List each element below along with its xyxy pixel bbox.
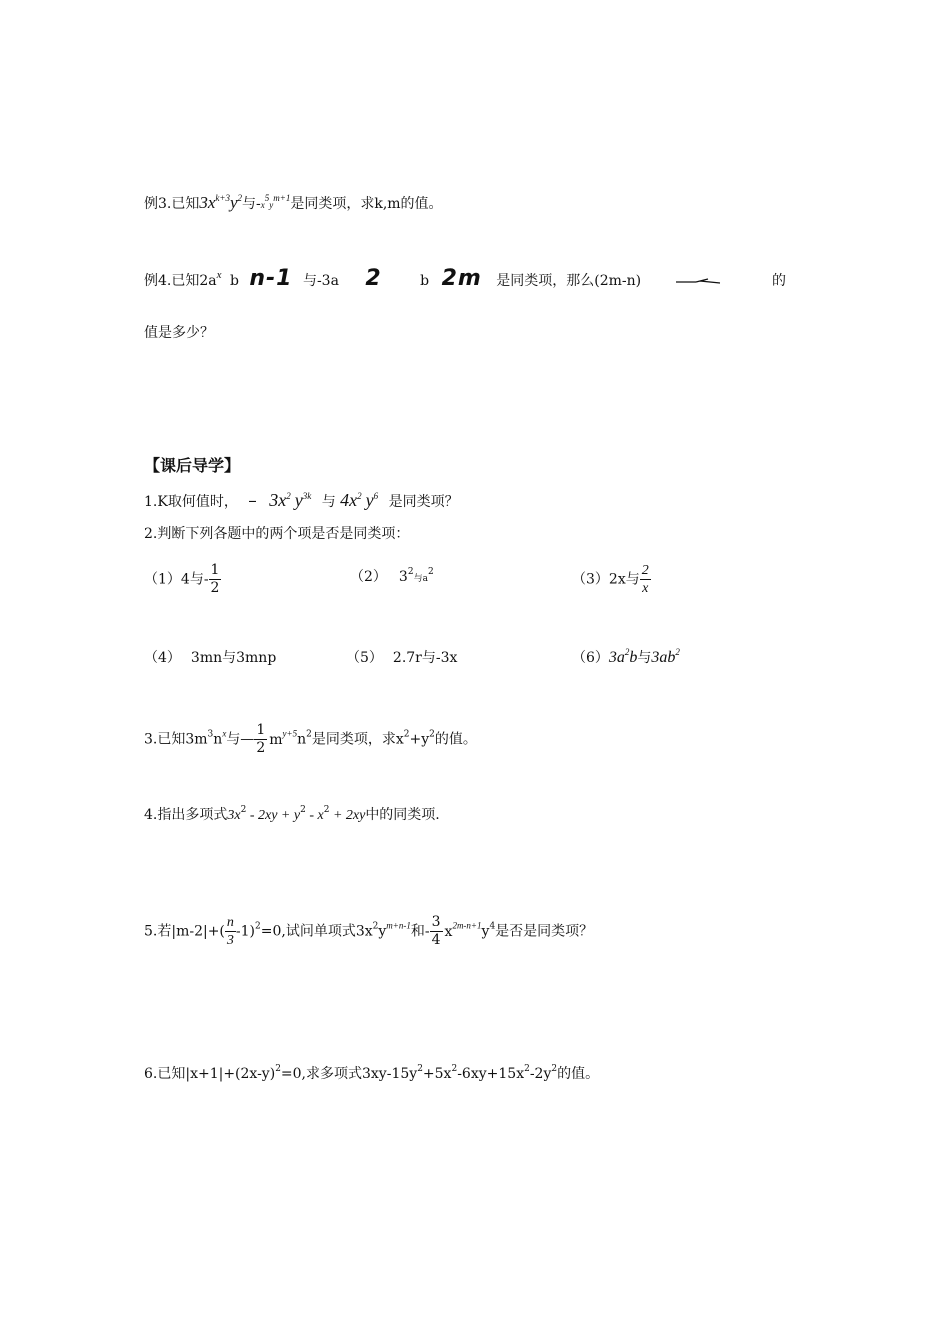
fraction: $\frac{1}{2}$	[210, 562, 220, 596]
ex4-exponent-2: 2	[365, 266, 382, 291]
q2-item-6: $(6)3a^2b$与$3ab^2$	[572, 647, 680, 666]
ex3-term1: 3x	[199, 193, 216, 212]
question-4: 4.指出多项式$3x^2 - 2xy + y^2 - x^2 + 2xy$中的同类项.	[144, 805, 440, 823]
q2-item-2: （2） $3^2$与$a^2$	[350, 567, 434, 585]
question-2-title: 2.判断下列各题中的两个项是否是同类项：	[144, 526, 410, 542]
ex4-exponent-glyph	[674, 276, 722, 286]
q2-item-1: （1）4与- $\frac{1}{2}$	[144, 562, 220, 596]
example-4-line2: 值是多少？	[144, 325, 214, 341]
section-title: 【课后导学】	[144, 456, 241, 475]
fraction: $\frac{2}{x}$	[641, 563, 649, 596]
q1-term1: 3x	[269, 490, 287, 510]
question-1: 1.K取何值时， – $3x^2$ $y^{3k}$ 与 $4x^2$ $y^6$ 是同类项？	[144, 490, 459, 511]
q1-term2: 4x	[340, 490, 358, 510]
fraction: $\frac{3}{4}$	[431, 914, 441, 948]
example-3: 例3.已知$3x^{k+3}y^2$与$-x^5y^{m+1}$是同类项，求k,m的值。	[144, 193, 443, 212]
q2-item-4: （4） 3mn与3mnp	[144, 650, 277, 666]
fraction: $\frac{n}{3}$	[226, 915, 234, 948]
ex4-exponent-2m: 2m	[441, 266, 482, 291]
q2-item-5: （5） 2.7r与-3x	[346, 650, 458, 666]
question-5: 5.若|m-2|+( $\frac{n}{3}$ -1)$^2$=0,试问单项式$3x^2y^{m+n-1}$和- $\frac{3}{4}$ $x^{2m-n+1}y^4$是否是同类项？	[144, 914, 594, 948]
example-4: 例4.已知$2a^x$ b n-1 与-3a 2 b 2m 是同类项，那么(2m-n) 的	[144, 266, 787, 291]
ex4-exponent-n-1: n-1	[249, 266, 293, 291]
q2-item-3: （3）2x与 $\frac{2}{x}$	[572, 563, 649, 596]
fraction: $\frac{1}{2}$	[256, 722, 266, 756]
question-6: 6.已知$|x+1|+(2x-y)^2=0$,求多项式$3xy-15y^2+5x^2-6xy+15x^2-2y^2$的值。	[144, 1064, 600, 1082]
question-3: 3.已知$3m^3n^x$与— $\frac{1}{2}$ $m^{y+5}n^2$是同类项，求$x^2+y^2$的值。	[144, 722, 477, 756]
